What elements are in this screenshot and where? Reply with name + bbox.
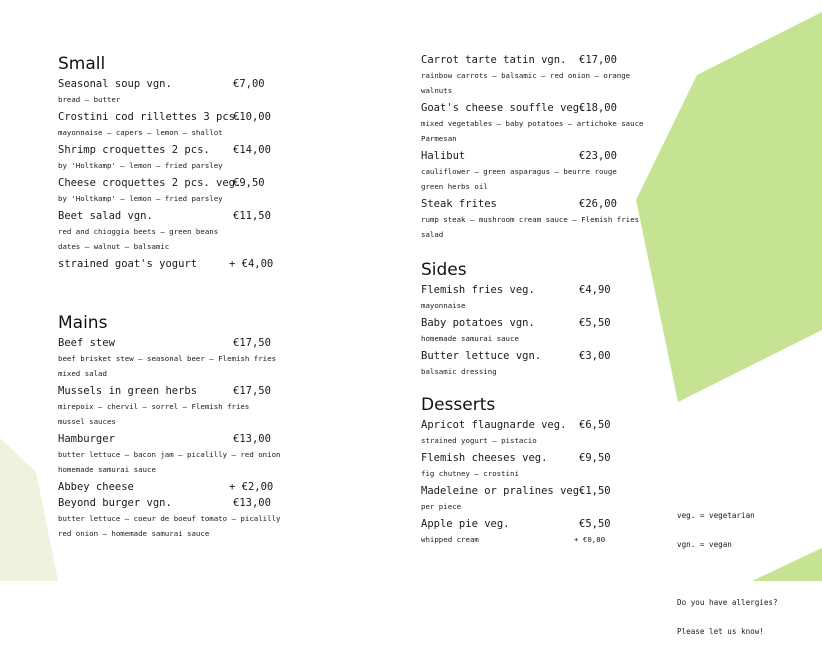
menu-item-name: Baby potatoes vgn.: [421, 317, 535, 329]
menu-item-description: butter lettuce – bacon jam – picalilly – red onion: [58, 450, 281, 459]
menu-item-name: Cheese croquettes 2 pcs. veg.: [58, 177, 242, 189]
menu-item-name: Seasonal soup vgn.: [58, 78, 172, 90]
menu-item-description: per piece: [421, 502, 462, 511]
menu-item-price: €9,50: [579, 452, 611, 464]
menu-item: [421, 196, 651, 242]
menu-item-description: by 'Holtkamp' – lemon – fried parsley: [58, 194, 223, 203]
menu-item: [421, 516, 651, 532]
menu-item-extra: [421, 532, 651, 547]
menu-item: [58, 109, 278, 140]
menu-item-description: homemade samurai sauce: [58, 465, 156, 474]
menu-item-name: Flemish fries veg.: [421, 284, 535, 296]
menu-item-price: €13,00: [233, 497, 271, 509]
menu-item-name: Steak frites: [421, 198, 497, 210]
menu-item-name: Crostini cod rillettes 3 pcs.: [58, 111, 242, 123]
menu-item-name: Shrimp croquettes 2 pcs.: [58, 144, 210, 156]
menu-item-price: €10,00: [233, 111, 271, 123]
menu-item-description: salad: [421, 230, 444, 239]
extra-name: whipped cream: [421, 535, 479, 544]
menu-item: [58, 431, 281, 477]
menu-item: [58, 175, 278, 206]
extra-price: + €4,00: [229, 258, 274, 270]
menu-item-description: dates – walnut – balsamic: [58, 242, 170, 251]
menu-item-description: mayonnaise: [421, 301, 466, 310]
menu-item: [421, 315, 651, 346]
right-column: [421, 52, 651, 547]
diet-legend: [677, 492, 778, 646]
menu-item-name: Beef stew: [58, 337, 115, 349]
menu-item: [58, 208, 278, 254]
menu-item: [58, 76, 278, 107]
allergy-instruction: Please let us know!: [677, 626, 764, 636]
menu-item-description: mixed vegetables – baby potatoes – artichoke sauce: [421, 119, 644, 128]
menu-item: [58, 142, 278, 173]
menu-item-price: €17,00: [579, 54, 617, 66]
menu-item-description: Parmesan: [421, 134, 457, 143]
menu-item-name: Halibut: [421, 150, 466, 162]
menu-item-description: beef brisket stew – seasonal beer – Flemish fries: [58, 354, 277, 363]
menu-item-price: €1,50: [579, 485, 611, 497]
menu-item-description: mussel sauces: [58, 417, 116, 426]
menu-item-description: rainbow carrots – balsamic – red onion – orange: [421, 71, 631, 80]
menu-item-price: €23,00: [579, 150, 617, 162]
left-column: [58, 54, 281, 541]
menu-item: [58, 335, 278, 381]
menu-item-description: bread – butter: [58, 95, 121, 104]
menu-item-description: rump steak – mushroom cream sauce – Flemish fries: [421, 215, 640, 224]
menu-item-price: €11,50: [233, 210, 271, 222]
menu-item-name: Butter lettuce vgn.: [421, 350, 542, 362]
menu-item: [421, 450, 651, 481]
menu-item-name: Flemish cheeses veg.: [421, 452, 548, 464]
legend-veg: veg. = vegetarian: [677, 511, 755, 520]
menu-item: [421, 52, 651, 98]
menu-item-name: Apple pie veg.: [421, 518, 510, 530]
menu-item-price: €7,00: [233, 78, 265, 90]
extra-name: strained goat's yogurt: [58, 258, 198, 270]
menu-item-extra: [58, 256, 278, 272]
menu-item-extra: [58, 479, 278, 495]
menu-item-price: €17,50: [233, 385, 271, 397]
section-title-sides: Sides: [421, 260, 467, 280]
menu-item: [421, 483, 651, 514]
menu-item-price: €17,50: [233, 337, 271, 349]
menu-item-name: Goat's cheese souffle veg.: [421, 102, 586, 114]
legend-vgn: vgn. = vegan: [677, 539, 732, 549]
menu-item-description: strained yogurt – pistacio: [421, 436, 537, 445]
menu-item: [421, 100, 651, 146]
menu-item-price: €5,50: [579, 518, 611, 530]
menu-item: [58, 495, 281, 541]
menu-item-description: mirepoix – chervil – sorrel – Flemish fries: [58, 402, 250, 411]
extra-name: Abbey cheese: [58, 481, 134, 493]
menu-item-name: Beet salad vgn.: [58, 210, 153, 222]
menu-item: [421, 148, 651, 194]
menu-item-price: €3,00: [579, 350, 611, 362]
menu-item: [421, 348, 651, 379]
sides-section: [421, 260, 651, 379]
menu-item-price: €9,50: [233, 177, 265, 189]
menu-item-name: Apricot flaugnarde veg.: [421, 419, 567, 431]
menu-item-description: balsamic dressing: [421, 367, 497, 376]
allergy-question: Do you have allergies?: [677, 598, 778, 607]
menu-item-description: walnuts: [421, 86, 453, 95]
menu-item-name: Hamburger: [58, 433, 115, 445]
menu-item-description: mixed salad: [58, 369, 107, 378]
menu-item-name: Beyond burger vgn.: [58, 497, 172, 509]
menu-item-description: green herbs oil: [421, 182, 488, 191]
menu-item: [58, 383, 278, 429]
extra-price: + €2,00: [229, 481, 274, 493]
menu-item-price: €5,50: [579, 317, 611, 329]
menu-item-price: €4,90: [579, 284, 611, 296]
menu-item-description: cauliflower – green asparagus – beurre rouge: [421, 167, 617, 176]
menu-item-description: homemade samurai sauce: [421, 334, 519, 343]
section-title-desserts: Desserts: [421, 395, 496, 415]
desserts-section: [421, 395, 651, 547]
menu-item-name: Madeleine or pralines veg.: [421, 485, 586, 497]
menu-item-name: Mussels in green herbs: [58, 385, 198, 397]
menu-item-description: butter lettuce – coeur de boeuf tomato – picalilly: [58, 514, 281, 523]
menu-item-description: by 'Holtkamp' – lemon – fried parsley: [58, 161, 223, 170]
section-title-small: Small: [58, 54, 106, 74]
menu-item-description: red and chioggia beets – green beans: [58, 227, 219, 236]
extra-price: + €0,80: [574, 535, 606, 544]
section-title-mains: Mains: [58, 313, 108, 333]
menu-item-description: red onion – homemade samurai sauce: [58, 529, 210, 538]
small-section: [58, 54, 278, 272]
menu-item-price: €6,50: [579, 419, 611, 431]
menu-item: [421, 417, 651, 448]
menu-item-name: Carrot tarte tatin vgn.: [421, 54, 567, 66]
menu-item-price: €13,00: [233, 433, 271, 445]
menu-item: [421, 282, 651, 313]
mains-continued-section: [421, 52, 651, 242]
menu-item-price: €14,00: [233, 144, 271, 156]
mains-section: [58, 313, 281, 541]
menu-item-price: €26,00: [579, 198, 617, 210]
menu-item-description: mayonnaise – capers – lemon – shallot: [58, 128, 223, 137]
menu-item-price: €18,00: [579, 102, 617, 114]
menu-item-description: fig chutney – crostini: [421, 469, 519, 478]
